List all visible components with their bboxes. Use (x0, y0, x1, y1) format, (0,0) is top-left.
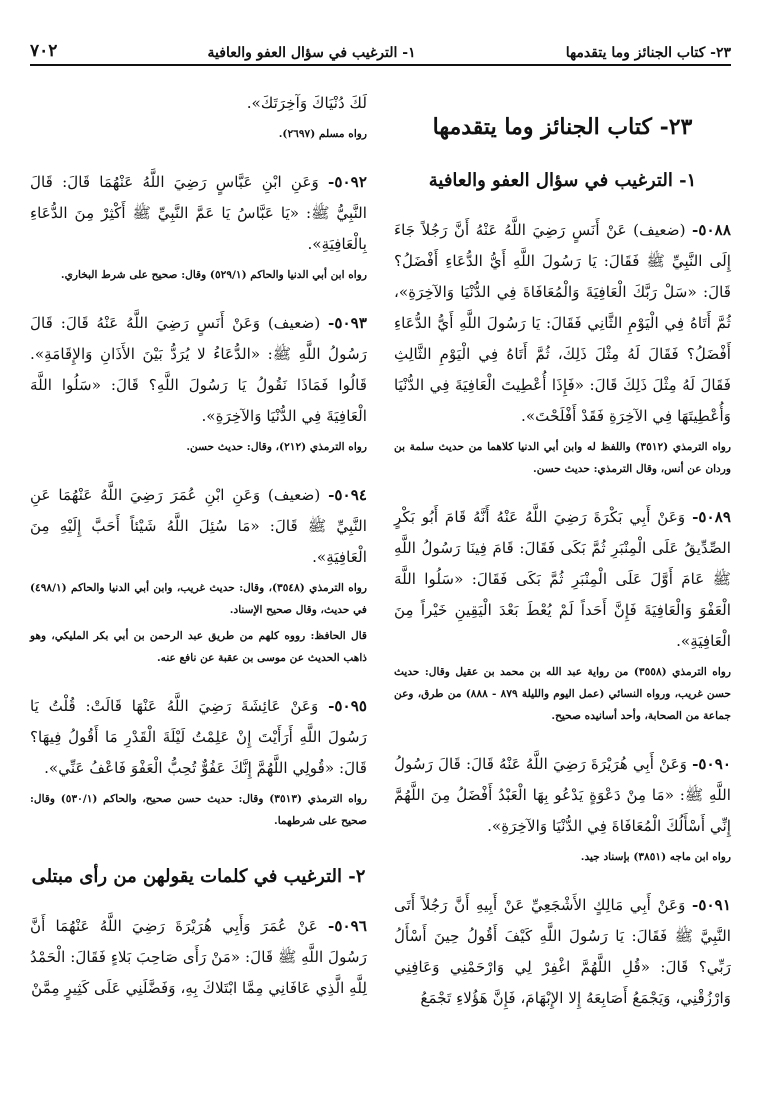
header-section-title: ١- الترغيب في سؤال العفو والعافية (207, 45, 416, 61)
header-book-title: ٢٣- كتاب الجنائز وما يتقدمها (565, 45, 731, 61)
hadith-text: وَعَنْ أَبِي بَكْرَةَ رَضِيَ اللَّهُ عَنْهُ أَنَّهُ قَامَ أَبُو بَكْرٍ الصِّدِّيقُ عَلَى الْمِنْبَرِ ثُمَّ بَكَى فَقَالَ: قَامَ فِينَا رَسُولُ اللَّهِ ﷺ عَامَ أَوَّلَ عَلَى الْمِنْبَرِ ثُمَّ بَكَى فَقَالَ: «سَلُوا اللَّهَ الْعَفْوَ وَالْعَافِيَةَ فَإِنَّ أَحَداً لَمْ يُعْطَ بَعْدَ الْيَقِينِ خَيْراً مِنَ الْعَافِيَةِ». (394, 508, 731, 650)
hadith-text: وَعَنْ أَبِي هُرَيْرَةَ رَضِيَ اللَّهُ عَنْهُ قَالَ: قَالَ رَسُولُ اللَّهِ ﷺ: «مَا مِنْ دَعْوَةٍ يَدْعُو بِهَا الْعَبْدُ أَفْضَلُ مِنَ اللَّهُمَّ إِنِّي أَسْأَلُكَ الْمُعَافَاةَ فِي الدُّنْيَا وَالآخِرَةِ». (394, 755, 731, 835)
hadith-number: ٥٠٩١- (692, 896, 731, 914)
hadith-5092 (30, 167, 367, 260)
hadith-source: رواه ابن أبي الدنيا والحاكم (٥٢٩/١) وقال: صحيح على شرط البخاري. (60, 269, 367, 281)
hadith-continuation: لَكَ دُنْيَاكَ وَآخِرَتَكَ». (246, 94, 367, 112)
hadith-5096 (30, 911, 367, 1004)
hadith-source: رواه الترمذي (٢١٢)، وقال: حديث حسن. (186, 441, 367, 453)
hadith-5090 (394, 749, 731, 842)
left-column (30, 88, 367, 1091)
hadith-source: رواه ابن ماجه (٣٨٥١) بإسناد جيد. (580, 851, 731, 863)
hadith-number: ٥٠٨٩- (692, 508, 732, 526)
hadith-number: ٥٠٨٨- (692, 221, 731, 239)
hadith-number: ٥٠٩٣- (328, 314, 367, 332)
hadith-5093 (30, 308, 367, 432)
running-header (30, 40, 731, 66)
hadith-5089 (394, 502, 731, 657)
section-2-heading: ٢- الترغيب في كلمات يقولهن من رأى مبتلى (31, 866, 366, 887)
right-column (394, 88, 731, 1091)
hadith-text: (ضعيف) وَعَنْ أَنَسٍ رَضِيَ اللَّهُ عَنْهُ قَالَ: قَالَ رَسُولُ اللَّهِ ﷺ: «الدُّعَاءُ لا يُرَدُّ بَيْنَ الأَذَانِ وَالإِقَامَةِ». قَالُوا فَمَاذَا نَقُولُ يَا رَسُولَ اللَّهِ؟ قَالَ: «سَلُوا اللَّهَ الْعَافِيَةَ فِي الدُّنْيَا وَالآخِرَةِ». (30, 314, 367, 425)
hadith-text: وَعَنِ ابْنِ عَبَّاسٍ رَضِيَ اللَّهُ عَنْهُمَا قَالَ: قَالَ النَّبِيُّ ﷺ: «يَا عَبَّاسُ يَا عَمَّ النَّبِيِّ ﷺ أَكْثِرْ مِنَ الدُّعَاءِ بِالْعَافِيَةِ». (30, 173, 367, 253)
hadith-number: ٥٠٩٥- (328, 697, 368, 715)
hadith-text: وَعَنْ عَائِشَةَ رَضِيَ اللَّهُ عَنْهَا قَالَتْ: قُلْتُ يَا رَسُولَ اللَّهِ أَرَأَيْتَ إِنْ عَلِمْتُ لَيْلَةَ الْقَدْرِ مَا أَقُولُ فِيهَا؟ قَالَ: «قُولِي اللَّهُمَّ إِنَّكَ عَفُوٌّ تُحِبُّ الْعَفْوَ فَاعْفُ عَنِّي». (30, 697, 367, 777)
hadith-number: ٥٠٩٤- (328, 486, 368, 504)
hadith-number: ٥٠٩٦- (328, 917, 367, 935)
hadith-text: وَعَنْ أَبِي مَالِكٍ الأَشْجَعِيِّ عَنْ أَبِيهِ أَنَّ رَجُلاً أَتَى النَّبِيَّ ﷺ فَقَالَ: يَا رَسُولَ اللَّهِ كَيْفَ أَقُولُ حِينَ أَسْأَلُ رَبِّي؟ قَالَ: «قُلِ اللَّهُمَّ اغْفِرْ لِي وَارْحَمْنِي وَعَافِنِي وَارْزُقْنِي، وَيَجْمَعُ أَصَابِعَهُ إِلا الإِبْهَامَ، فَإِنَّ هَؤُلاءِ تَجْمَعُ (394, 896, 731, 1007)
hadith-text: (ضعيف) وَعَنِ ابْنِ عُمَرَ رَضِيَ اللَّهُ عَنْهُمَا عَنِ النَّبِيِّ ﷺ قَالَ: «مَا سُئِلَ اللَّهُ شَيْئاً أَحَبَّ إِلَيْهِ مِنَ الْعَافِيَةِ». (30, 486, 367, 566)
hadith-5088 (394, 215, 731, 432)
section-heading: ١- الترغيب في سؤال العفو والعافية (428, 170, 697, 191)
hadith-source: رواه الترمذي (٣٥١٣) وقال: حديث حسن صحيح، والحاكم (٥٣٠/١) وقال: صحيح على شرطهما. (30, 793, 367, 827)
hadith-number: ٥٠٩٠- (692, 755, 732, 773)
hafiz-note: قال الحافظ: رووه كلهم من طريق عبد الرحمن بن أبي بكر المليكي، وهو ذاهب الحديث عن موسى بن عقبة عن نافع عنه. (30, 630, 367, 664)
hadith-5091 (394, 890, 731, 1014)
hadith-source: رواه مسلم (٢٦٩٧). (278, 128, 367, 140)
hadith-source: رواه الترمذي (٣٥٥٨) من رواية عبد الله بن محمد بن عقيل وقال: حديث حسن غريب، ورواه النسائي (عمل اليوم والليلة ٨٧٩ - ٨٨٨) من طرق، وعن جماعة من الصحابة، وأحد أسانيده صحيح. (394, 666, 731, 722)
page-number: ٧٠٢ (30, 41, 58, 61)
hadith-source: رواه الترمذي (٣٥١٢) واللفظ له وابن أبي الدنيا كلاهما من حديث سلمة بن وردان عن أنس، وقال الترمذي: حديث حسن. (394, 441, 731, 475)
hadith-number: ٥٠٩٢- (328, 173, 367, 191)
book-heading: ٢٣- كتاب الجنائز وما يتقدمها (432, 114, 693, 140)
hadith-source: رواه الترمذي (٣٥٤٨)، وقال: حديث غريب، وابن أبي الدنيا والحاكم (٤٩٨/١) في حديث، وقال صحيح الإسناد. (30, 582, 367, 616)
hadith-5094 (30, 480, 367, 573)
hadith-5095 (30, 691, 367, 784)
hadith-text: (ضعيف) عَنْ أَنَسٍ رَضِيَ اللَّهُ عَنْهُ أَنَّ رَجُلاً جَاءَ إِلَى النَّبِيِّ ﷺ فَقَالَ: يَا رَسُولَ اللَّهِ أَيُّ الدُّعَاءِ أَفْضَلُ؟ قَالَ: «سَلْ رَبَّكَ الْعَافِيَةَ وَالْمُعَافَاةَ فِي الدُّنْيَا وَالآخِرَةِ»، ثُمَّ أَتَاهُ فِي الْيَوْمِ الثَّانِي فَقَالَ: يَا رَسُولَ اللَّهِ أَيُّ الدُّعَاءِ أَفْضَلُ؟ فَقَالَ لَهُ مِثْلَ ذَلِكَ، ثُمَّ أَتَاهُ فِي الْيَوْمِ الثَّالِثِ فَقَالَ لَهُ مِثْلَ ذَلِكَ قَالَ: «فَإِذَا أُعْطِيتَ الْعَافِيَةَ فِي الدُّنْيَا وَأُعْطِيتَهَا فِي الآخِرَةِ فَقَدْ أَفْلَحْتَ». (394, 221, 731, 425)
hadith-text: عَنْ عُمَرَ وَأَبِي هُرَيْرَةَ رَضِيَ اللَّهُ عَنْهُمَا أَنَّ رَسُولَ اللَّهِ ﷺ قَالَ: «مَنْ رَأَى صَاحِبَ بَلاءٍ فَقَالَ: الْحَمْدُ لِلَّهِ الَّذِي عَافَانِي مِمَّا ابْتَلاكَ بِهِ، وَفَضَّلَنِي عَلَى كَثِيرٍ مِمَّنْ (30, 917, 367, 997)
